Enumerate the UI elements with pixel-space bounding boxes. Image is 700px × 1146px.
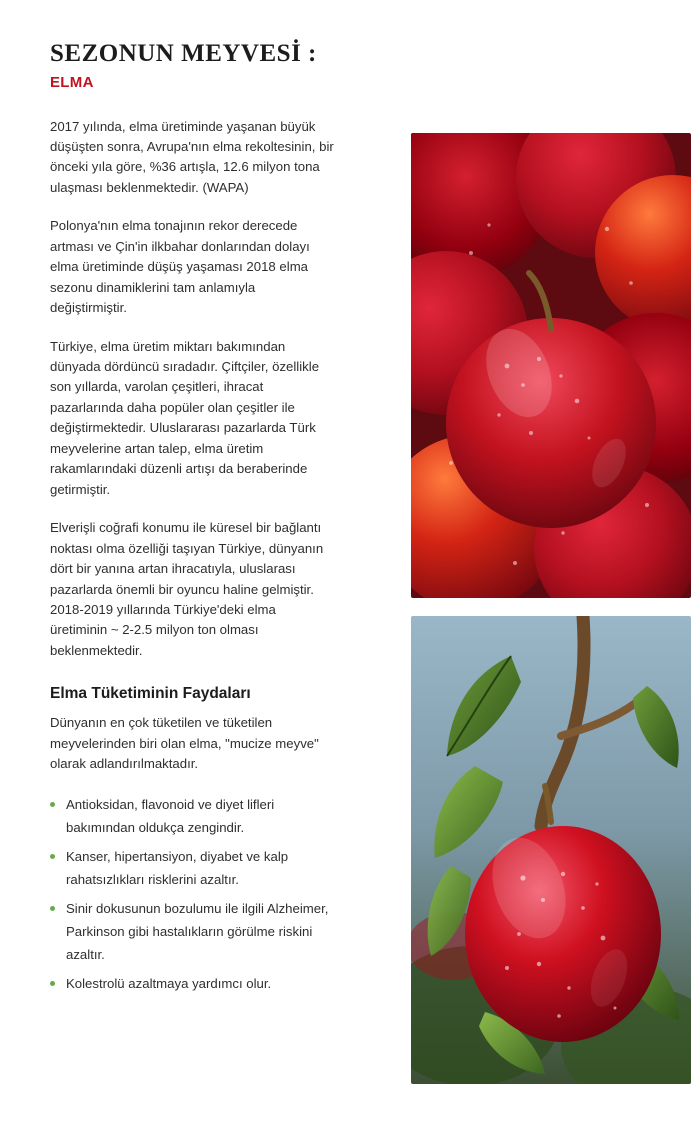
list-item: Kanser, hipertansiyon, diyabet ve kalp rahatsızlıkları risklerini azaltır. bbox=[50, 845, 335, 891]
red-apples-closeup-photo bbox=[411, 133, 691, 598]
paragraph-5: 2018-2019 yıllarında Türkiye'deki elma üretiminin ~ 2-2.5 milyon ton olması beklenmektedir. bbox=[50, 602, 276, 658]
list-item: Antioksidan, flavonoid ve diyet lifleri bakımından oldukça zengindir. bbox=[50, 793, 335, 839]
list-item: Kolestrolü azaltmaya yardımcı olur. bbox=[50, 972, 335, 995]
paragraph-1: 2017 yılında, elma üretiminde yaşanan büyük düşüşten sonra, Avrupa'nın elma rekoltesinin, bir önceki yıla göre, %36 artışla, 12.6 milyon tona ulaşması beklenmektedir. (WAPA) bbox=[50, 118, 334, 195]
text-column bbox=[50, 117, 335, 1002]
benefits-list bbox=[50, 793, 335, 996]
apple-on-tree-photo bbox=[411, 616, 691, 1084]
list-item: Sinir dokusunun bozulumu ile ilgili Alzheimer, Parkinson gibi hastalıkların görülme riskini azaltır. bbox=[50, 897, 335, 966]
title-block bbox=[50, 40, 650, 91]
paragraph-4: Elverişli coğrafi konumu ile küresel bir bağlantı noktası olma özelliği taşıyan Türkiye, dünyanın dört bir yanına artan ihracatıyla, uluslarası pazarlarda önemli bir oyuncu haline gelmiştir. bbox=[50, 520, 324, 597]
content-columns bbox=[50, 117, 650, 1100]
paragraph-3: Türkiye, elma üretim miktarı bakımından dünyada dördüncü sıradadır. Çiftçiler, özellikle son yıllarda, varolan çeşitleri, ihracat pazarlarında daha popüler olan çeşitler ile değiştirmektedir. Uluslararası pazarlarda Türk meyvelerine artan talep, elma üretim rakamlarındaki düzenli artışı da beraberinde getirmiştir. bbox=[50, 338, 320, 497]
media-column bbox=[371, 117, 651, 1100]
section-intro: Dünyanın en çok tüketilen ve tüketilen meyvelerinden biri olan elma, "mucize meyve" olarak adlandırılmaktadır. bbox=[50, 715, 319, 772]
page-title: SEZONUN MEYVESİ : bbox=[50, 40, 317, 67]
section-heading: Elma Tüketiminin Faydaları bbox=[50, 685, 251, 703]
page-subtitle: ELMA bbox=[50, 73, 94, 91]
paragraph-2: Polonya'nın elma tonajının rekor derecede artması ve Çin'in ilkbahar donlarından dolayı elma üretiminde düşüş yaşaması 2018 elma sezonu dinamiklerini tam anlamıyla değiştirmiştir. bbox=[50, 218, 310, 316]
